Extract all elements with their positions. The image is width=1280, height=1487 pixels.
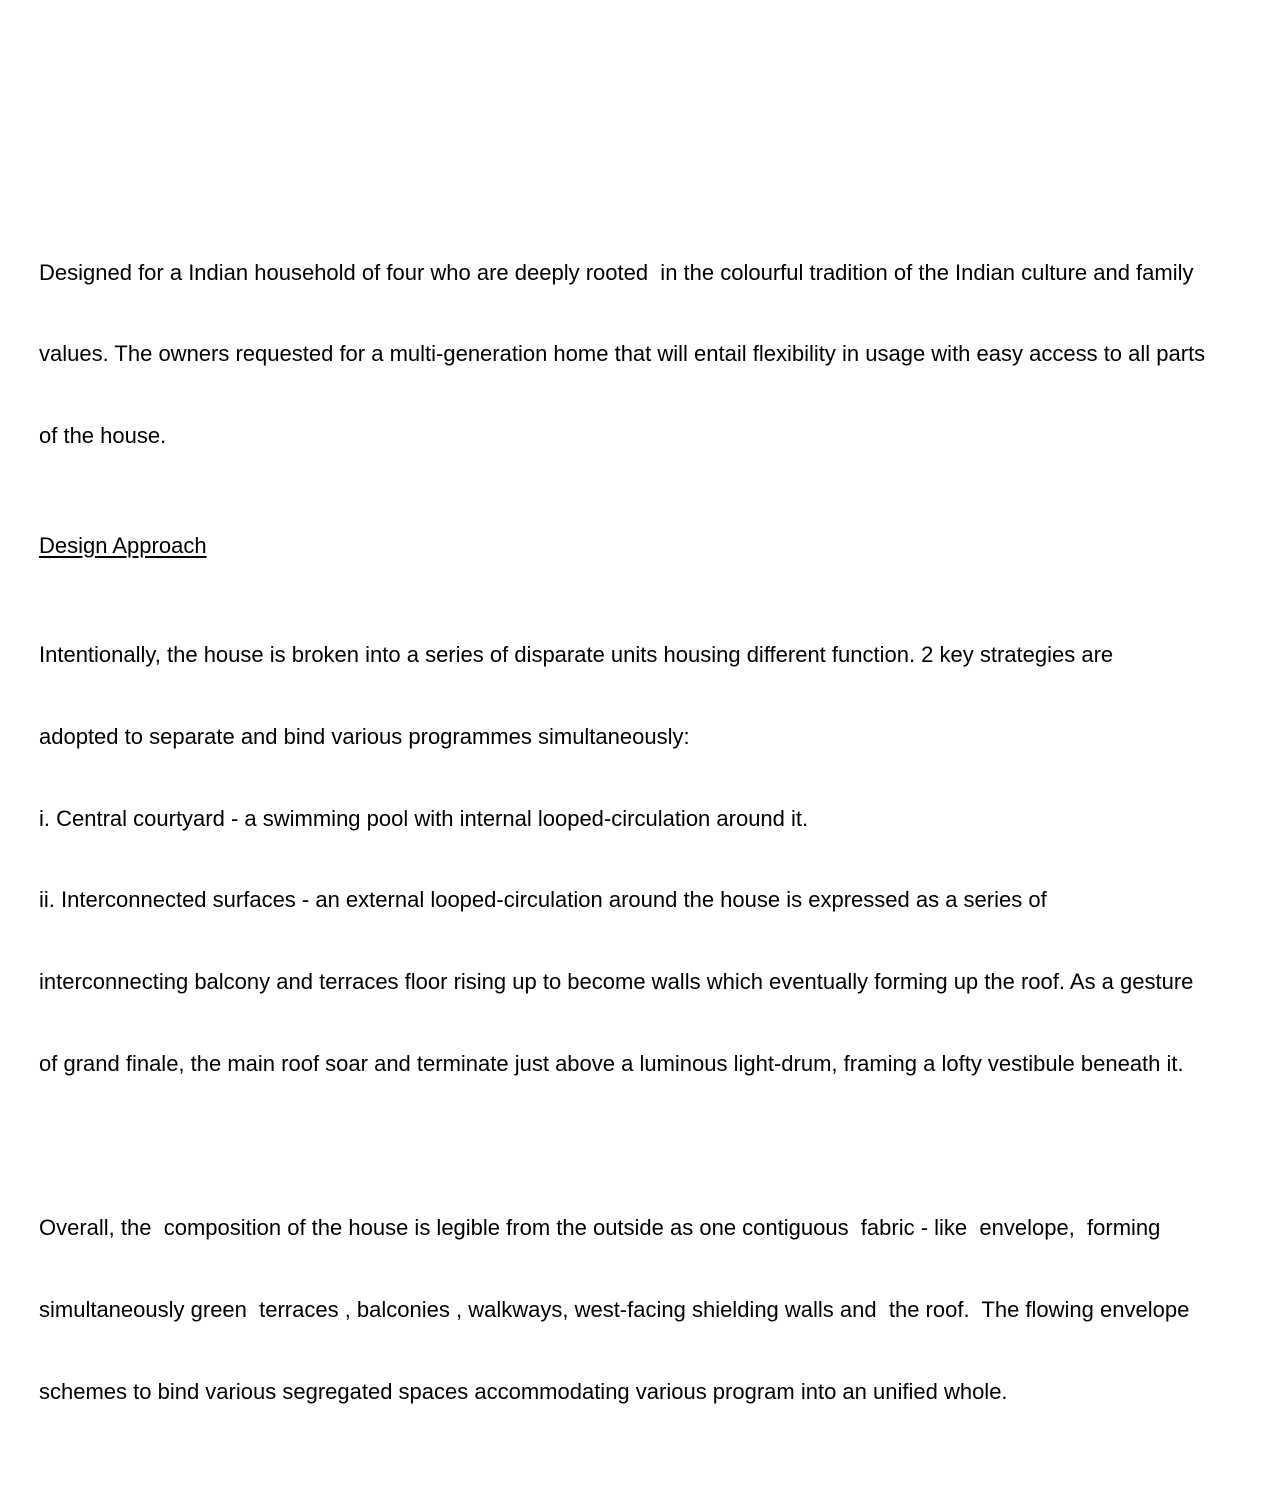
intro-paragraph	[39, 204, 1249, 504]
approach-paragraph	[39, 586, 1249, 1132]
text-line: of grand finale, the main roof soar and terminate just above a luminous light-drum, framing a lofty vestibule beneath it.	[39, 1051, 1184, 1077]
text-line: ii. Interconnected surfaces - an external looped-circulation around the house is expressed as a series of	[39, 887, 1047, 913]
text-line: Intentionally, the house is broken into a series of disparate units housing different function. 2 key strategies are	[39, 641, 1114, 667]
text-line: Designed for a Indian household of four who are deeply rooted in the colourful tradition of the Indian culture and family	[39, 259, 1194, 285]
text-line: schemes to bind various segregated spaces accommodating various program into an unified whole.	[39, 1378, 1008, 1404]
text-line: simultaneously green terraces , balconies , walkways, west-facing shielding walls and the roof. The flowing envelope	[39, 1296, 1190, 1322]
document-body	[39, 204, 1249, 1487]
text-line: interconnecting balcony and terraces floor rising up to become walls which eventually forming up the roof. As a gesture	[39, 969, 1194, 995]
overall-paragraph	[39, 1159, 1249, 1459]
section-heading-wrap	[39, 532, 1249, 559]
section-heading: Design Approach	[39, 532, 207, 558]
text-line: Overall, the composition of the house is legible from the outside as one contiguous fabric - like envelope, forming	[39, 1214, 1161, 1240]
text-line: i. Central courtyard - a swimming pool with internal looped-circulation around it.	[39, 805, 809, 831]
text-line: adopted to separate and bind various programmes simultaneously:	[39, 723, 690, 749]
text-line: of the house.	[39, 423, 167, 449]
text-line: values. The owners requested for a multi-generation home that will entail flexibility in usage with easy access to all parts	[39, 341, 1206, 367]
